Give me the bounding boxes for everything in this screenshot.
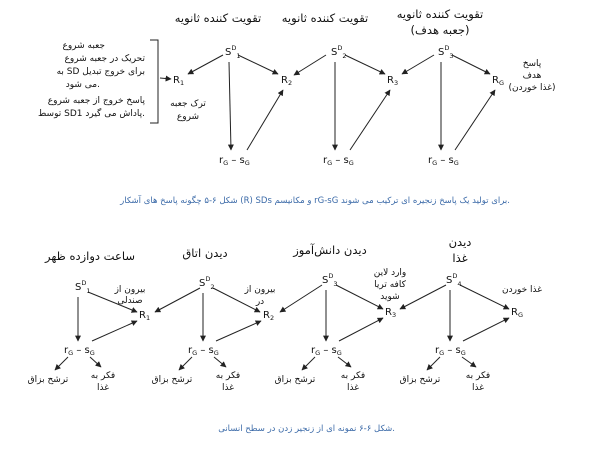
response-label-1: پاسخ [522,59,542,69]
figure-1 [38,7,555,206]
note-line-1: جعبه شروع [62,41,105,51]
arrow-rgsg1-r2 [247,90,283,150]
saliva-1: ترشح بزاق [27,375,69,385]
saliva-3: ترشح بزاق [274,375,316,385]
saliva-2: ترشح بزاق [151,375,193,385]
fig2-rgsg-1 [64,345,95,357]
fig2-header-4: دیدن [448,235,472,249]
think-food-1a: فکر به [90,371,116,381]
fig1-r3 [387,75,398,87]
arrow-sd1-rgsg1 [229,62,231,150]
fig2-rgsg-3 [311,345,342,357]
fig1-rg [492,75,504,87]
fig1-header-3: تقویت کننده ثانویه [396,7,484,21]
figure-2 [28,235,543,434]
start-box-note [38,41,145,119]
arrow2-think-1 [90,357,101,367]
note-bracket [150,40,158,123]
arrow2-rgsg4-rg [463,318,509,341]
fig1-caption: شکل ۶-۵ چگونه پاسخ های آشکار (R) SDs و مکانیسم rG-sG برای تولید یک پاسخ زنجیره ای ترکیب می شوند. [120,196,510,206]
think-food-4a: فکر به [465,371,491,381]
svg-text:R2: $R_2$ [281,75,293,87]
svg-text:rG – sG: $r_G - s_G$ [323,155,354,167]
think-food-2a: فکر به [215,371,241,381]
fig2-r3 [385,307,396,319]
note-line-3: به SD برای خروج تبدیل [56,67,145,77]
svg-text:RG: $R_G$ [492,75,504,87]
arrow2-rgsg2-r2 [216,321,261,341]
think-food-4b: غذا [472,383,484,393]
fig1-rgsg-3 [428,155,459,167]
fig2-header-2: دیدن اتاق [182,246,228,260]
arrow2-think-3 [338,357,351,367]
note-line-4: می شود. [65,80,100,90]
svg-text:SD3: $S^D_3$ [438,44,454,60]
svg-text:R3: $R_3$ [387,75,399,87]
arrow-sd1-r2 [238,55,278,74]
svg-text:SD1: $S^D_1$ [75,279,91,295]
edge-enter-1: وارد لاین [373,268,407,278]
fig1-header-2: تقویت کننده ثانویه [281,11,369,25]
fig2-sd2 [199,275,215,291]
arrow-sd3-r3 [402,55,434,74]
fig1-r1 [173,75,184,87]
arrow-sd2-r2 [294,55,326,75]
arrow2-saliva-2 [179,357,192,370]
svg-text:SD4: $S^D_4$ [446,272,462,288]
response-label-2: هدف [522,71,542,81]
arrow-sd3-rg [452,55,490,74]
svg-text:RG: $R_G$ [511,307,523,319]
arrow2-saliva-3 [302,357,315,370]
edge-enter-2: کافه تریا [374,280,406,290]
arrow-sd2-r3 [345,55,385,74]
arrow2-sd2-r1 [155,288,200,312]
fig1-rgsg-2 [323,155,354,167]
svg-text:R3: $R_3$ [385,307,397,319]
svg-text:R1: $R_1$ [139,310,151,322]
leave-start-box-1: ترک جعبه [170,99,206,109]
note-line-2: تحریک در جعبه شروع [64,54,145,64]
fig1-sd1 [225,44,241,60]
edge-leave-chair-2: صندلی [117,296,143,306]
arrow2-think-2 [214,357,226,367]
note-line-6: توسط SD1 پاداش می گیرد. [38,109,145,119]
fig2-sd3 [322,272,338,288]
arrow2-think-4 [462,357,476,367]
think-food-1b: غذا [97,383,109,393]
edge-leave-chair-1: بیرون از [114,285,146,295]
fig1-header-3-sub: (جعبه هدف) [410,23,470,37]
think-food-3b: غذا [347,383,359,393]
arrow2-rgsg1-r1 [92,321,137,341]
note-line-5: پاسخ خروج از جعبه شروع [47,96,145,106]
svg-text:rG – sG: $r_G - s_G$ [64,345,95,357]
fig1-sd3 [438,44,454,60]
arrow-note-r1 [160,78,171,79]
fig2-header-3: دیدن دانش‌آموز [293,243,367,257]
think-food-3a: فکر به [340,371,366,381]
arrow2-saliva-1 [55,357,68,370]
arrow2-sd3-r2 [280,285,322,312]
fig2-sd4 [446,272,462,288]
arrow-rgsg3-rg [455,90,495,150]
fig2-caption: شکل ۶-۶ نمونه ای از زنجیر زدن در سطح انسانی. [218,424,395,434]
edge-enter-3: شوید [380,292,400,302]
svg-text:R1: $R_1$ [173,75,185,87]
arrow-sd1-r1 [188,55,223,74]
fig2-r2 [263,310,274,322]
svg-text:rG – sG: $r_G - s_G$ [311,345,342,357]
fig2-header-4b: غذا [452,251,468,265]
arrow2-sd4-r3 [400,285,446,309]
fig2-header-1: ساعت دوازده ظهر [45,249,135,263]
saliva-4: ترشح بزاق [399,375,441,385]
fig2-rgsg-4 [435,345,466,357]
svg-text:SD3: $S^D_3$ [322,272,338,288]
fig1-arrows [160,55,495,150]
fig2-r1 [139,310,150,322]
response-label-3: (غذا خوردن) [508,83,556,93]
edge-out-door-2: در [255,297,265,307]
leave-start-box-2: شروع [176,112,200,122]
fig1-header-1: تقویت کننده ثانویه [174,11,262,25]
svg-text:rG – sG: $r_G - s_G$ [428,155,459,167]
arrow-rgsg2-r3 [350,90,390,150]
fig1-sd2 [331,44,347,60]
think-food-2b: غذا [222,383,234,393]
svg-text:rG – sG: $r_G - s_G$ [219,155,250,167]
fig1-rgsg-1 [219,155,250,167]
svg-text:SD2: $S^D_2$ [331,44,347,60]
edge-out-door-1: بیرون از [244,285,276,295]
arrow2-rgsg3-r3 [339,318,383,341]
arrow2-saliva-4 [427,357,440,370]
svg-text:R2: $R_2$ [263,310,275,322]
fig2-rgsg-2 [188,345,219,357]
edge-eat: غذا خوردن [502,285,542,295]
svg-text:SD2: $S^D_2$ [199,275,215,291]
svg-text:rG – sG: $r_G - s_G$ [188,345,219,357]
svg-text:SD1: $S^D_1$ [225,44,241,60]
fig1-r2 [281,75,292,87]
fig2-rg [511,307,523,319]
svg-text:rG – sG: $r_G - s_G$ [435,345,466,357]
